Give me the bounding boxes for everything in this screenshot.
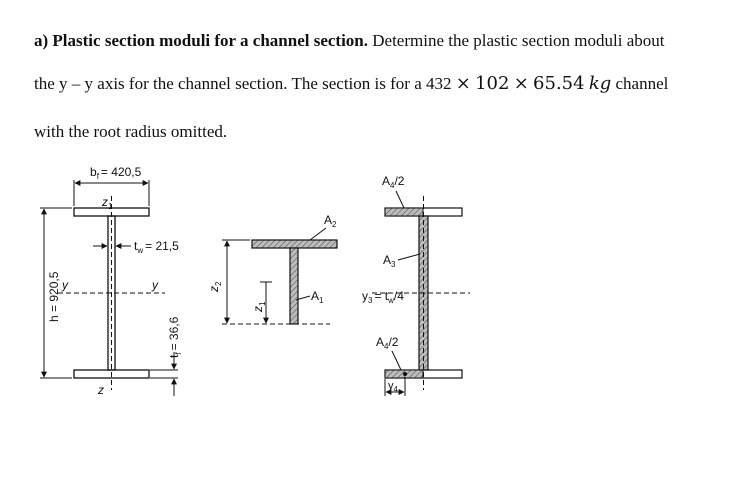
a4-top-leader — [396, 191, 404, 208]
a1-label: $A_1$ — [311, 289, 324, 305]
problem-line-2-end: channel — [615, 74, 669, 93]
problem-heading: a) Plastic section moduli for a channel section. — [34, 31, 369, 50]
y-label-left: y — [62, 278, 68, 292]
tf-label: $t_f= 36,6$ — [167, 316, 183, 358]
y4-label: $y_4$ — [388, 380, 398, 394]
tw-label: $t_w = 21,5$ — [134, 239, 179, 255]
bf-label: $b_f = 420,5$ — [90, 165, 142, 181]
right-top-flange-hatched — [385, 208, 423, 216]
a4-centroid-dot — [403, 372, 407, 376]
t-flange — [252, 240, 337, 248]
problem-line-2-text: the y – y axis for the channel section. The section is for a 432 — [34, 74, 452, 93]
times-sign: × — [455, 73, 471, 94]
y3-label: $y_3 = t_w/4$ — [362, 289, 404, 305]
a2-label: $A_2$ — [324, 213, 337, 229]
times-sign-2: × — [513, 73, 529, 94]
z-label-bottom: z — [98, 383, 104, 397]
a4-bottom-leader — [392, 351, 401, 370]
depth-value: 102 — [475, 73, 510, 94]
t-web — [290, 248, 298, 324]
problem-line-3: with the root radius omitted. — [34, 122, 228, 141]
z1-label: $z_1$ — [251, 301, 267, 312]
mass-unit: kg — [588, 73, 612, 94]
y-label-right: y — [152, 278, 158, 292]
mass-value: 65.54 — [533, 73, 585, 94]
a4-half-top-label: $A_4/2$ — [382, 174, 405, 190]
a3-leader — [398, 254, 420, 260]
problem-line-1-rest: Determine the plastic section moduli about — [372, 31, 665, 50]
z2-label: $z_2$ — [207, 281, 223, 292]
h-label: h = 920,5 — [47, 271, 61, 322]
a3-label: $A_3$ — [383, 253, 396, 269]
a2-leader — [310, 228, 326, 240]
a4-half-bottom-label: $A_4/2$ — [376, 335, 399, 351]
z-label-top: $z_1$ — [102, 195, 113, 211]
